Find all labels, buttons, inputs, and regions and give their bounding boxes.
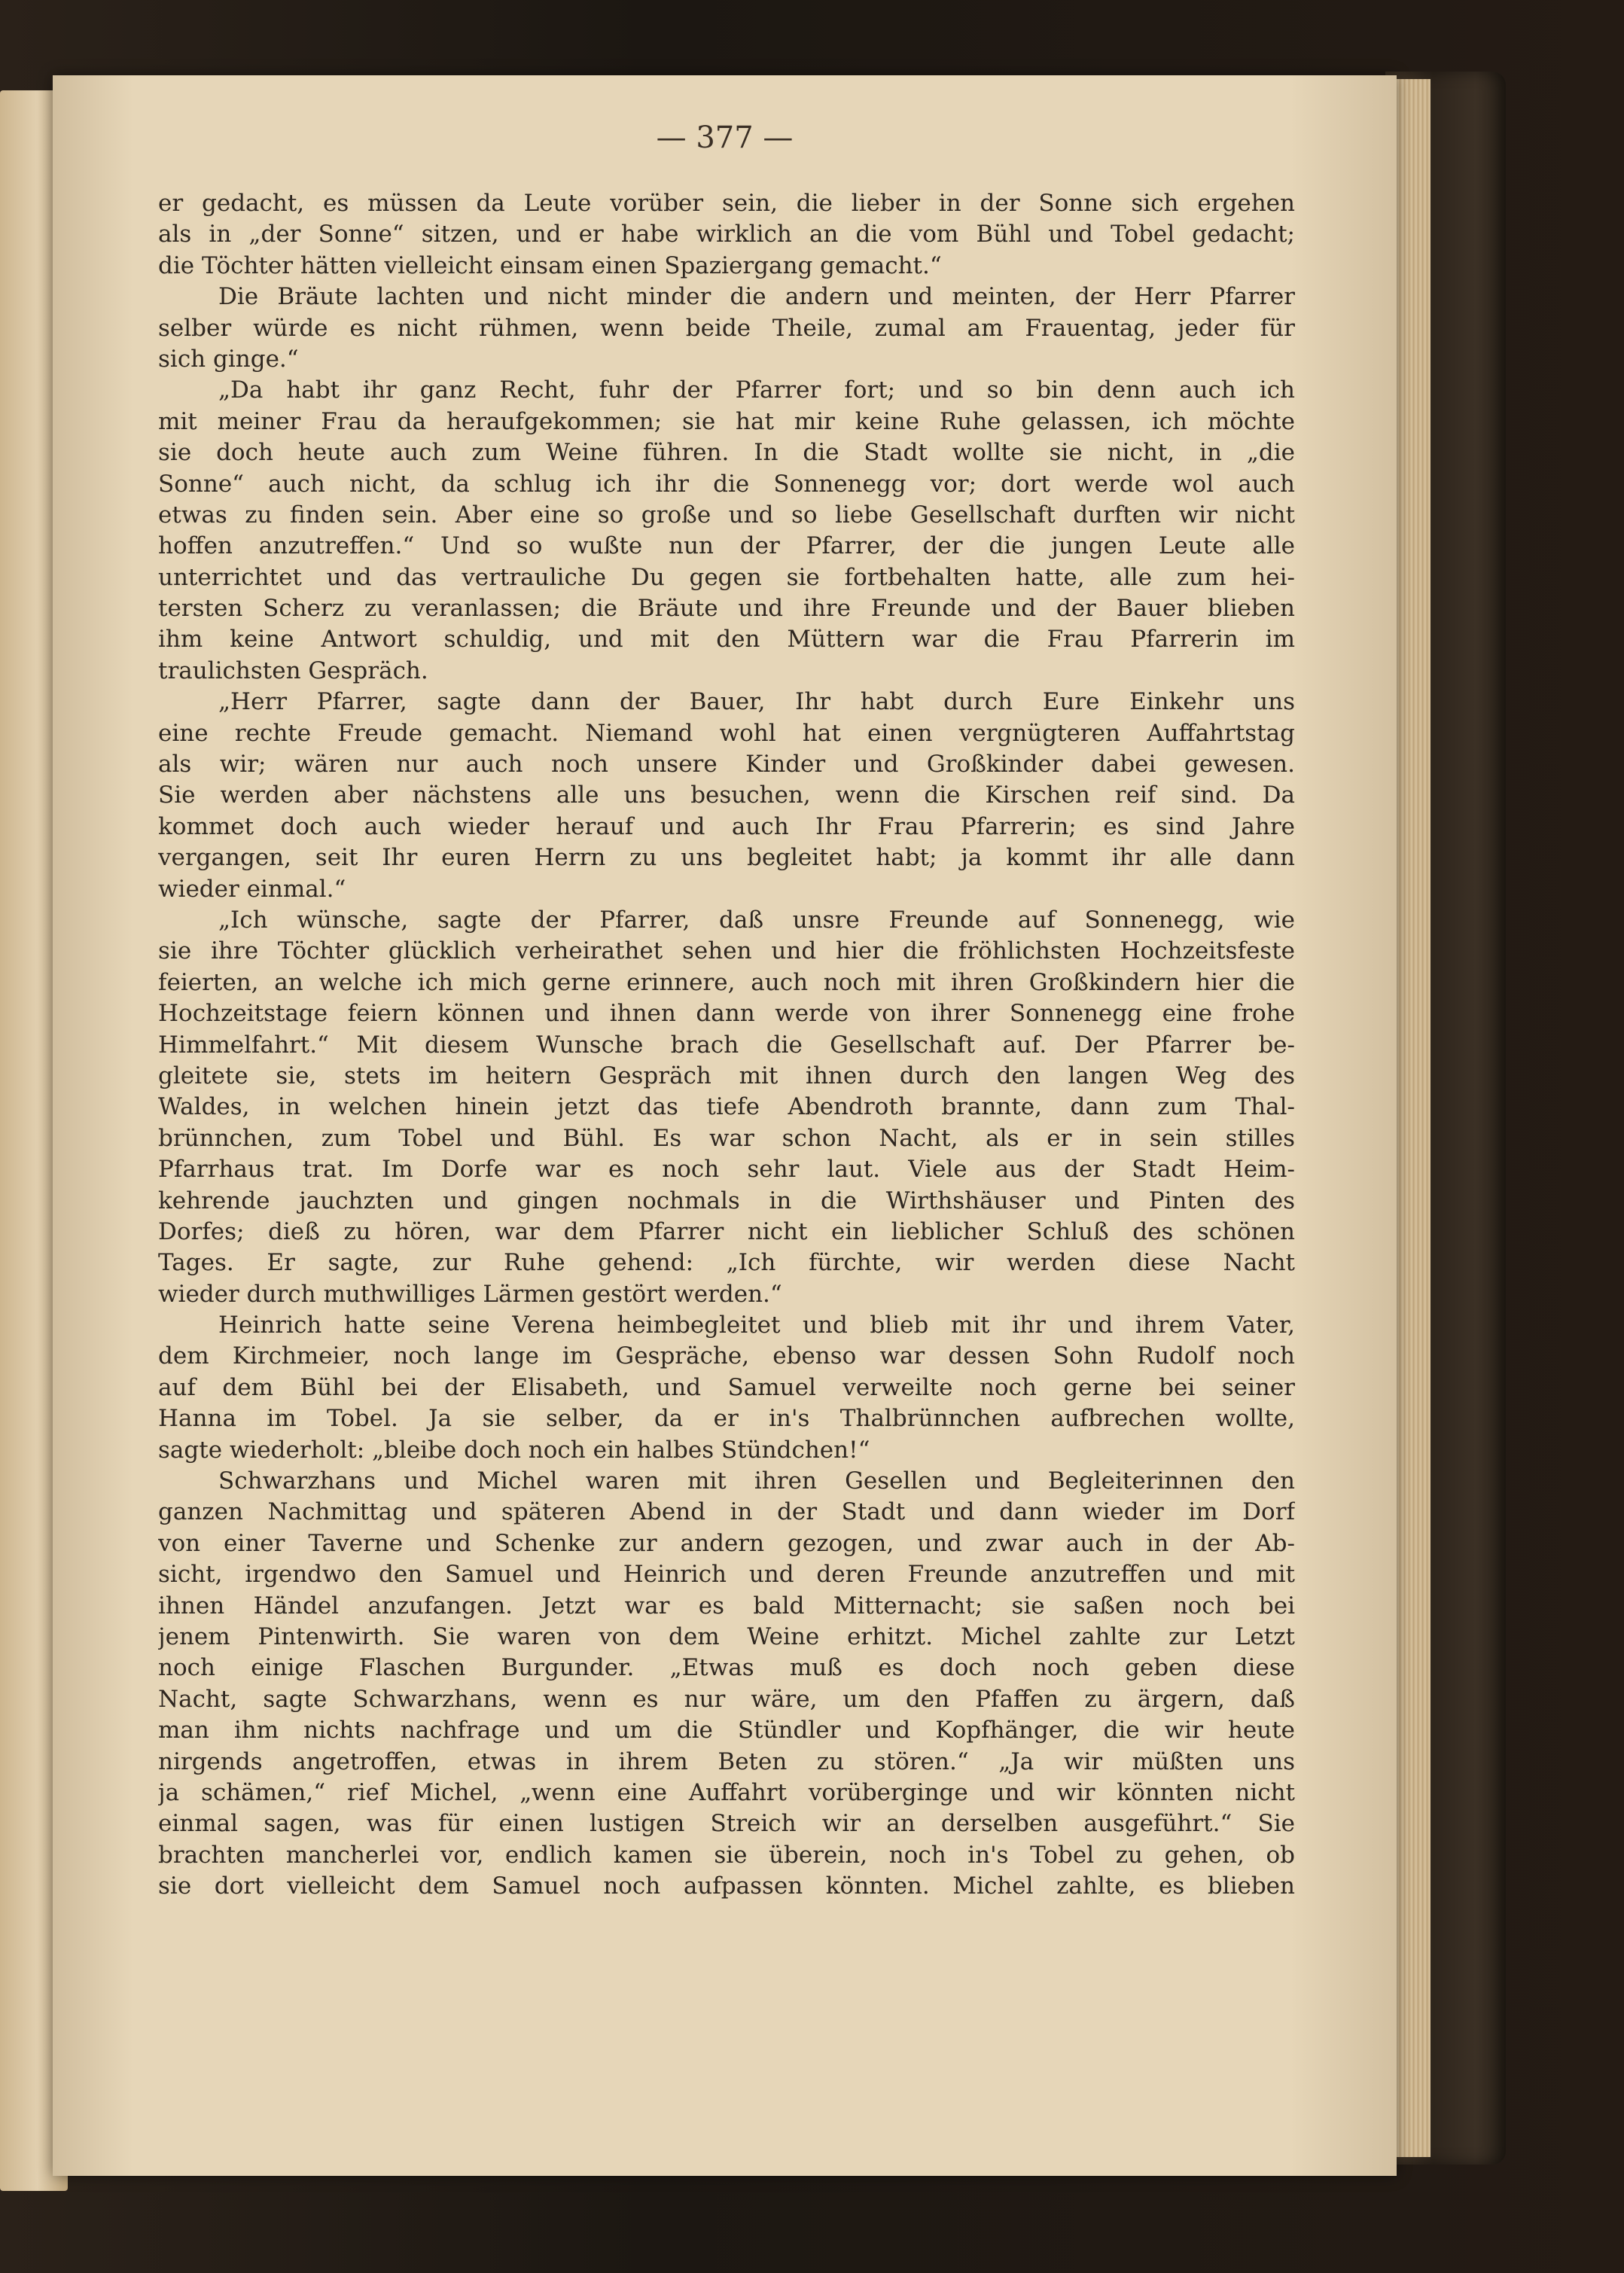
book-page [53, 75, 1397, 2176]
text-line: Dorfes; dieß zu hören, war dem Pfarrer nicht ein lieblicher Schluß des schönen [158, 1217, 1295, 1245]
text-line: noch einige Flaschen Burgunder. „Etwas muß es doch noch geben diese [158, 1654, 1295, 1682]
text-line: Tages. Er sagte, zur Ruhe gehend: „Ich fürchte, wir werden diese Nacht [158, 1249, 1295, 1277]
text-line: ihm keine Antwort schuldig, und mit den Müttern war die Frau Pfarrerin im [158, 626, 1295, 654]
text-line: Sie werden aber nächstens alle uns besuchen, wenn die Kirschen reif sind. Da [158, 782, 1295, 809]
text-line: sich ginge.“ [158, 345, 299, 373]
text-line: feierten, an welche ich mich gerne erinnere, auch noch mit ihren Großkindern hier die [158, 968, 1295, 996]
text-line: etwas zu finden sein. Aber eine so große und so liebe Gesellschaft durften wir nicht [158, 501, 1295, 529]
text-line: Nacht, sagte Schwarzhans, wenn es nur wäre, um den Pfaffen zu ärgern, daß [158, 1685, 1295, 1713]
text-line: kommet doch auch wieder herauf und auch Ihr Frau Pfarrerin; es sind Jahre [158, 812, 1295, 840]
text-line: Schwarzhans und Michel waren mit ihren Gesellen und Begleiterinnen den [218, 1467, 1295, 1495]
text-line: die Töchter hätten vielleicht einsam einen Spaziergang gemacht.“ [158, 251, 942, 279]
text-line: wieder durch muthwilliges Lärmen gestört werden.“ [158, 1280, 782, 1308]
text-line: Himmelfahrt.“ Mit diesem Wunsche brach die Gesellschaft auf. Der Pfarrer be- [158, 1031, 1295, 1059]
text-line: von einer Taverne und Schenke zur andern gezogen, und zwar auch in der Ab- [158, 1529, 1295, 1557]
text-line: gleitete sie, stets im heitern Gespräch mit ihnen durch den langen Weg des [158, 1062, 1295, 1089]
text-line: sie dort vielleicht dem Samuel noch aufpassen könnten. Michel zahlte, es blieben [158, 1872, 1295, 1900]
text-line: er gedacht, es müssen da Leute vorüber sein, die lieber in der Sonne sich ergehen [158, 190, 1295, 217]
text-line: mit meiner Frau da heraufgekommen; sie hat mir keine Ruhe gelassen, ich möchte [158, 407, 1295, 435]
text-line: sie ihre Töchter glücklich verheirathet sehen und hier die fröhlichsten Hochzeitsfeste [158, 937, 1295, 965]
text-line: nirgends angetroffen, etwas in ihrem Beten zu stören.“ „Ja wir müßten uns [158, 1747, 1295, 1775]
text-line: ja schämen,“ rief Michel, „wenn eine Auffahrt vorüberginge und wir könnten nicht [158, 1778, 1295, 1806]
text-line: „Herr Pfarrer, sagte dann der Bauer, Ihr habt durch Eure Einkehr uns [218, 688, 1295, 716]
text-line: vergangen, seit Ihr euren Herrn zu uns begleitet habt; ja kommt ihr alle dann [158, 844, 1295, 872]
text-line: Die Bräute lachten und nicht minder die andern und meinten, der Herr Pfarrer [218, 283, 1295, 311]
text-line: Sonne“ auch nicht, da schlug ich ihr die Sonnenegg vor; dort werde wol auch [158, 470, 1295, 498]
text-line: als in „der Sonne“ sitzen, und er habe wirklich an die vom Bühl und Tobel gedacht; [158, 221, 1295, 248]
text-line: einmal sagen, was für einen lustigen Streich wir an derselben ausgeführt.“ Sie [158, 1810, 1295, 1838]
text-line: traulichsten Gespräch. [158, 657, 428, 684]
text-line: brünnchen, zum Tobel und Bühl. Es war schon Nacht, als er in sein stilles [158, 1124, 1295, 1152]
body-text [158, 188, 1295, 1902]
text-line: brachten mancherlei vor, endlich kamen sie überein, noch in's Tobel zu gehen, ob [158, 1841, 1295, 1869]
text-line: sagte wiederholt: „bleibe doch noch ein halbes Stündchen!“ [158, 1436, 870, 1464]
text-line: Hanna im Tobel. Ja sie selber, da er in's Thalbrünnchen aufbrechen wollte, [158, 1405, 1295, 1433]
text-line: tersten Scherz zu veranlassen; die Bräute und ihre Freunde und der Bauer blieben [158, 595, 1295, 623]
text-line: hoffen anzutreffen.“ Und so wußte nun der Pfarrer, der die jungen Leute alle [158, 532, 1295, 560]
text-line: Hochzeitstage feiern können und ihnen dann werde von ihrer Sonnenegg eine frohe [158, 1000, 1295, 1028]
text-line: eine rechte Freude gemacht. Niemand wohl hat einen vergnügteren Auffahrtstag [158, 719, 1295, 747]
page-number: — 377 — [656, 120, 794, 155]
text-line: ganzen Nachmittag und späteren Abend in der Stadt und dann wieder im Dorf [158, 1498, 1295, 1526]
text-line: „Ich wünsche, sagte der Pfarrer, daß unsre Freunde auf Sonnenegg, wie [218, 906, 1295, 934]
text-line: „Da habt ihr ganz Recht, fuhr der Pfarrer fort; und so bin denn auch ich [218, 376, 1295, 404]
text-line: Pfarrhaus trat. Im Dorfe war es noch sehr laut. Viele aus der Stadt Heim- [158, 1156, 1295, 1184]
text-line: sie doch heute auch zum Weine führen. In die Stadt wollte sie nicht, in „die [158, 439, 1295, 467]
text-line: wieder einmal.“ [158, 875, 346, 903]
text-line: unterrichtet und das vertrauliche Du gegen sie fortbehalten hatte, alle zum hei- [158, 563, 1295, 591]
text-line: kehrende jauchzten und gingen nochmals in die Wirthshäuser und Pinten des [158, 1187, 1295, 1214]
text-line: Heinrich hatte seine Verena heimbegleitet und blieb mit ihr und ihrem Vater, [218, 1312, 1295, 1339]
text-line: auf dem Bühl bei der Elisabeth, und Samuel verweilte noch gerne bei seiner [158, 1373, 1295, 1401]
text-line: selber würde es nicht rühmen, wenn beide Theile, zumal am Frauentag, jeder für [158, 314, 1295, 342]
text-line: man ihm nichts nachfrage und um die Stündler und Kopfhänger, die wir heute [158, 1717, 1295, 1744]
text-line: sicht, irgendwo den Samuel und Heinrich und deren Freunde anzutreffen und mit [158, 1561, 1295, 1589]
text-line: ihnen Händel anzufangen. Jetzt war es bald Mitternacht; sie saßen noch bei [158, 1592, 1295, 1619]
text-line: jenem Pintenwirth. Sie waren von dem Weine erhitzt. Michel zahlte zur Letzt [158, 1622, 1295, 1650]
text-line: dem Kirchmeier, noch lange im Gespräche, ebenso war dessen Sohn Rudolf noch [158, 1342, 1295, 1370]
text-line: als wir; wären nur auch noch unsere Kinder und Großkinder dabei gewesen. [158, 751, 1295, 778]
text-line: Waldes, in welchen hinein jetzt das tiefe Abendroth brannte, dann zum Thal- [158, 1093, 1295, 1121]
